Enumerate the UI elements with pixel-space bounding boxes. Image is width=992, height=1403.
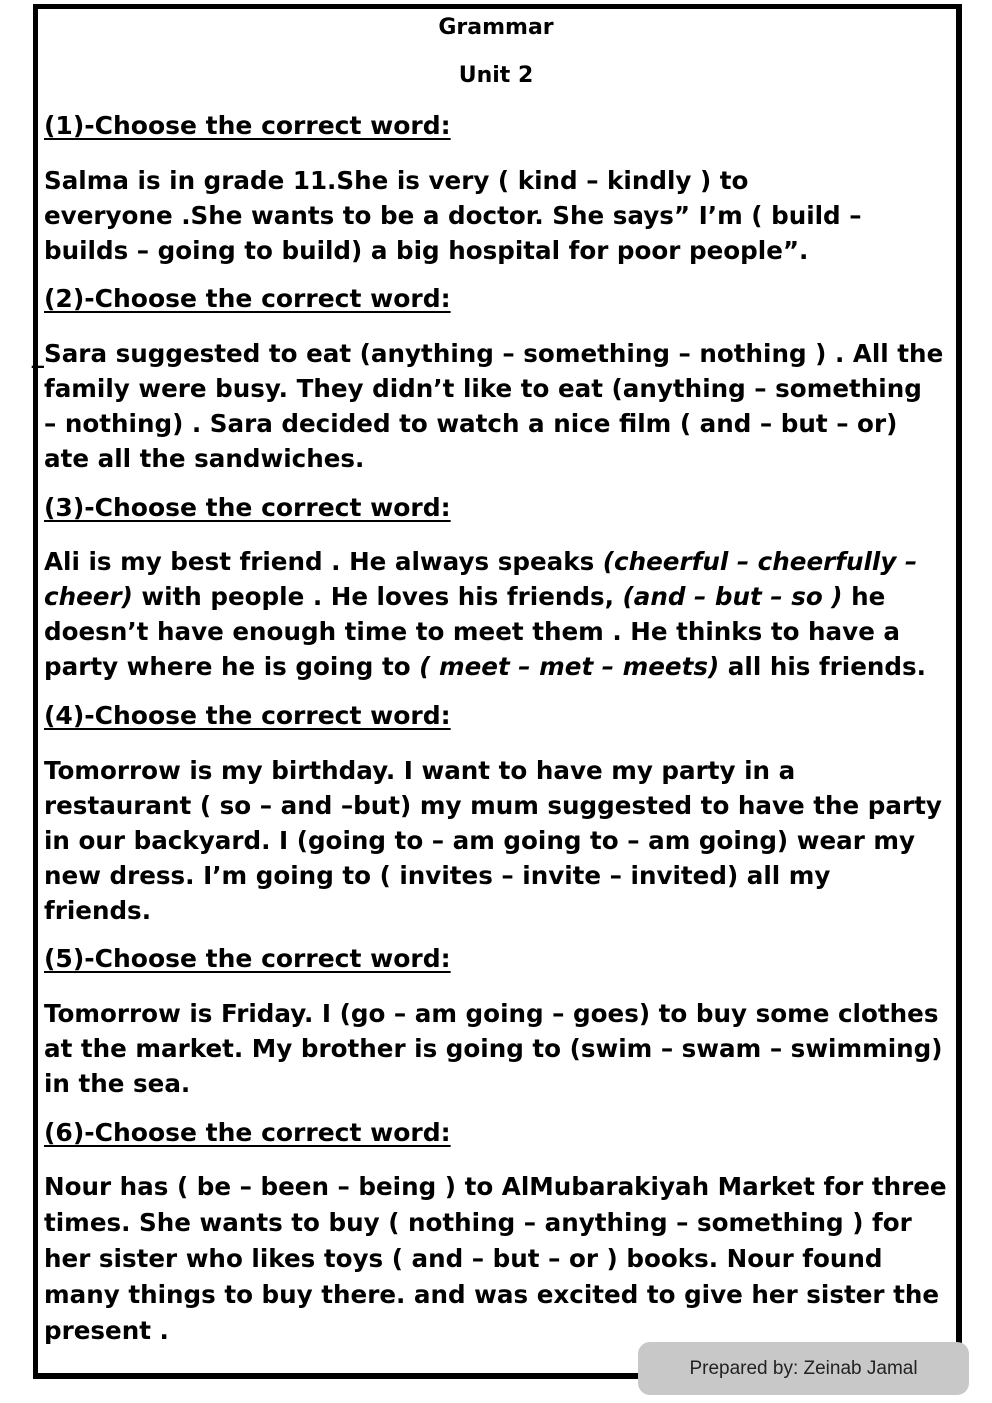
- paragraph-line: ̲Sara suggested to eat (anything – something – nothing ) . All the: [44, 339, 944, 368]
- text-run: Ali is my best friend . He always speaks: [44, 547, 603, 576]
- author-credit: Prepared by: Zeinab Jamal: [689, 1357, 918, 1379]
- text-run: all his friends.: [719, 652, 927, 681]
- section-3-heading: (3)-Choose the correct word:: [44, 493, 451, 522]
- section-2-heading: (2)-Choose the correct word:: [44, 284, 451, 313]
- paragraph-line: everyone .She wants to be a doctor. She says” I’m ( build –: [44, 201, 862, 230]
- paragraph-line: her sister who likes toys ( and – but – or ) books. Nour found: [44, 1244, 883, 1273]
- author-credit-badge: [638, 1342, 969, 1395]
- paragraph-line: many things to buy there. and was excited to give her sister the: [44, 1280, 940, 1309]
- paragraph-line: in the sea.: [44, 1069, 191, 1098]
- paragraph-line: [44, 579, 949, 614]
- paragraph-line: ate all the sandwiches.: [44, 444, 365, 473]
- answer-options: ( meet – met – meets): [419, 652, 720, 681]
- text-run: he: [842, 582, 886, 611]
- paragraph-line: [44, 614, 949, 649]
- paragraph-line: friends.: [44, 896, 152, 925]
- section-6-paragraph: [44, 1169, 949, 1349]
- paragraph-line: builds – going to build) a big hospital for poor people”.: [44, 236, 809, 265]
- paragraph-line: family were busy. They didn’t like to eat (anything – something: [44, 374, 922, 403]
- paragraph-line: in our backyard. I (going to – am going to – am going) wear my: [44, 826, 916, 855]
- answer-options: (cheerful – cheerfully –: [602, 547, 918, 576]
- paragraph-line: Nour has ( be – been – being ) to AlMubarakiyah Market for three: [44, 1172, 947, 1201]
- paragraph-line: present .: [44, 1316, 169, 1345]
- paragraph-line: [44, 544, 949, 579]
- paragraph-line: Tomorrow is Friday. I (go – am going – goes) to buy some clothes: [44, 999, 939, 1028]
- answer-options: cheer): [44, 582, 133, 611]
- paragraph-line: Tomorrow is my birthday. I want to have my party in a: [44, 756, 796, 785]
- section-1-paragraph: [44, 163, 949, 268]
- paragraph-line: – nothing) . Sara decided to watch a nice film ( and – but – or): [44, 409, 898, 438]
- document-title: Grammar: [438, 15, 554, 40]
- section-5-heading: (5)-Choose the correct word:: [44, 944, 451, 973]
- section-6-heading: (6)-Choose the correct word:: [44, 1118, 451, 1147]
- section-4-paragraph: [44, 753, 949, 928]
- paragraph-line: Salma is in grade 11.She is very ( kind – kindly ) to: [44, 166, 749, 195]
- section-3-paragraph: [44, 544, 949, 684]
- text-run: party where he is going to: [44, 652, 420, 681]
- document-subtitle: Unit 2: [458, 63, 534, 88]
- paragraph-line: [44, 649, 949, 684]
- paragraph-line: times. She wants to buy ( nothing – anything – something ) for: [44, 1208, 912, 1237]
- answer-options: (and – but – so ): [622, 582, 843, 611]
- section-5-paragraph: [44, 996, 949, 1101]
- section-1-heading: (1)-Choose the correct word:: [44, 111, 451, 140]
- text-run: doesn’t have enough time to meet them . He thinks to have a: [44, 617, 901, 646]
- text-run: with people . He loves his friends,: [132, 582, 623, 611]
- section-4-heading: (4)-Choose the correct word:: [44, 701, 451, 730]
- paragraph-line: new dress. I’m going to ( invites – invite – invited) all my: [44, 861, 831, 890]
- section-2-paragraph: [44, 336, 949, 476]
- paragraph-line: restaurant ( so – and –but) my mum suggested to have the party: [44, 791, 942, 820]
- paragraph-line: at the market. My brother is going to (swim – swam – swimming): [44, 1034, 943, 1063]
